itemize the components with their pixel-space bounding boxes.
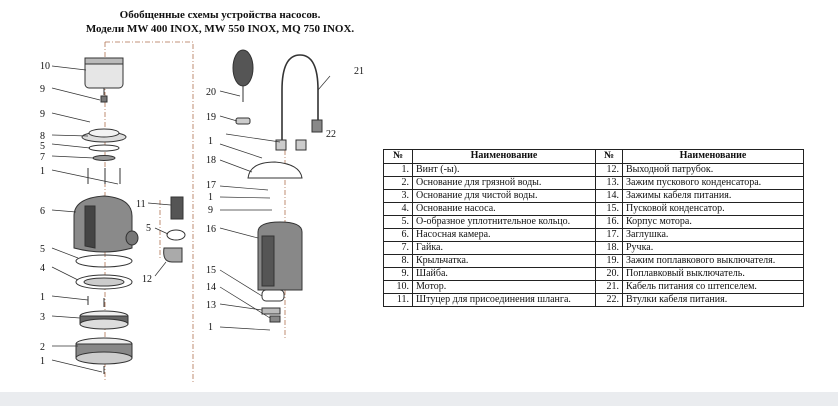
part-name: Штуцер для присоединения шланга. — [413, 294, 596, 307]
part-number: 8. — [384, 255, 413, 268]
part-number: 22. — [596, 294, 623, 307]
callout-1: 1 — [40, 166, 45, 177]
capacitor-clamp-part — [262, 308, 280, 314]
callout-5: 5 — [146, 223, 151, 234]
table-row — [384, 216, 804, 229]
callout-1: 1 — [208, 136, 213, 147]
header-name-1: Наименование — [413, 150, 596, 164]
callout-4: 4 — [40, 263, 45, 274]
part-number: 16. — [596, 216, 623, 229]
part-number: 4. — [384, 203, 413, 216]
part-name: Кабель питания со штепселем. — [623, 281, 804, 294]
part-number: 5. — [384, 216, 413, 229]
callout-10: 10 — [40, 61, 50, 72]
part-number: 3. — [384, 190, 413, 203]
part-name: Ручка. — [623, 242, 804, 255]
screws-bottom — [88, 296, 104, 307]
impeller-part — [82, 129, 126, 161]
part-number: 10. — [384, 281, 413, 294]
part-number: 19. — [596, 255, 623, 268]
callout-16: 16 — [206, 224, 216, 235]
callout-1: 1 — [208, 322, 213, 333]
part-name: Корпус мотора. — [623, 216, 804, 229]
callout-14: 14 — [206, 282, 216, 293]
callout-9: 9 — [208, 205, 213, 216]
callout-19: 19 — [206, 112, 216, 123]
callout-9: 9 — [40, 109, 45, 120]
part-number: 17. — [596, 229, 623, 242]
part-name: Пусковой конденсатор. — [623, 203, 804, 216]
callout-1: 1 — [40, 292, 45, 303]
callout-18: 18 — [206, 155, 216, 166]
pump-chamber-part — [74, 196, 138, 252]
pump-base-part — [76, 275, 132, 289]
callout-20: 20 — [206, 87, 216, 98]
callout-15: 15 — [206, 265, 216, 276]
callout-5: 5 — [40, 244, 45, 255]
part-number: 11. — [384, 294, 413, 307]
header-number-1: № — [384, 150, 413, 164]
diagram-title-line-1: Обобщенные схемы устройства насосов. — [119, 9, 321, 21]
callout-11: 11 — [136, 199, 146, 210]
part-number: 20. — [596, 268, 623, 281]
part-number: 14. — [596, 190, 623, 203]
callout-2: 2 — [40, 342, 45, 353]
part-number: 13. — [596, 177, 623, 190]
table-row — [384, 294, 804, 307]
header-name-2: Наименование — [623, 150, 804, 164]
table-row — [384, 255, 804, 268]
callout-22: 22 — [326, 129, 336, 140]
shaft-washer-part — [101, 96, 107, 102]
callout-3: 3 — [40, 312, 45, 323]
part-number: 12. — [596, 164, 623, 177]
part-name: Гайка. — [413, 242, 596, 255]
part-name: Основание для грязной воды. — [413, 177, 596, 190]
hose-connector-part — [164, 197, 185, 262]
part-name: Основание для чистой воды. — [413, 190, 596, 203]
table-row — [384, 242, 804, 255]
float-switch-clamp-part — [236, 118, 250, 124]
callout-8: 8 — [40, 131, 45, 142]
screws-top — [88, 168, 120, 184]
part-number: 15. — [596, 203, 623, 216]
part-number: 1. — [384, 164, 413, 177]
table-row — [384, 281, 804, 294]
part-name: Заглушка. — [623, 229, 804, 242]
table-row — [384, 164, 804, 177]
callout-12: 12 — [142, 274, 152, 285]
float-switch-part — [233, 50, 253, 102]
table-row — [384, 177, 804, 190]
part-name: О-образное уплотнительное кольцо. — [413, 216, 596, 229]
callout-5: 5 — [40, 141, 45, 152]
table-row — [384, 203, 804, 216]
o-ring-part — [76, 255, 132, 267]
part-name: Винт (-ы). — [413, 164, 596, 177]
part-name: Зажим поплавкового выключателя. — [623, 255, 804, 268]
part-name: Зажимы кабеля питания. — [623, 190, 804, 203]
part-number: 18. — [596, 242, 623, 255]
cable-clamps-part — [270, 316, 280, 322]
part-name: Поплавковый выключатель. — [623, 268, 804, 281]
callout-9: 9 — [40, 84, 45, 95]
parts-table-header — [384, 150, 804, 164]
part-name: Мотор. — [413, 281, 596, 294]
callout-1: 1 — [208, 192, 213, 203]
part-number: 21. — [596, 281, 623, 294]
diagram-title-line-2: Модели MW 400 INOX, MW 550 INOX, MQ 750 INOX. — [85, 23, 355, 35]
callout-21: 21 — [354, 66, 364, 77]
start-capacitor-part — [262, 290, 284, 301]
callout-6: 6 — [40, 206, 45, 217]
motor-housing-part — [258, 222, 302, 290]
table-row — [384, 268, 804, 281]
dirty-water-base-part — [76, 338, 132, 374]
part-name: Втулки кабеля питания. — [623, 294, 804, 307]
header-number-2: № — [596, 150, 623, 164]
part-name: Выходной патрубок. — [623, 164, 804, 177]
exploded-pump-diagram — [0, 0, 380, 392]
callout-17: 17 — [206, 180, 216, 191]
part-number: 9. — [384, 268, 413, 281]
part-name: Крыльчатка. — [413, 255, 596, 268]
part-number: 6. — [384, 229, 413, 242]
page-footer-bar — [0, 392, 838, 406]
part-name: Шайба. — [413, 268, 596, 281]
part-number: 7. — [384, 242, 413, 255]
table-row — [384, 229, 804, 242]
power-cable-part — [282, 55, 322, 150]
motor-part — [85, 58, 123, 95]
callout-7: 7 — [40, 152, 45, 163]
cable-grommets-part — [276, 140, 306, 150]
parts-table — [383, 149, 804, 307]
callout-13: 13 — [206, 300, 216, 311]
part-name: Насосная камера. — [413, 229, 596, 242]
callout-1: 1 — [40, 356, 45, 367]
part-name: Зажим пускового конденсатора. — [623, 177, 804, 190]
part-name: Основание насоса. — [413, 203, 596, 216]
table-row — [384, 190, 804, 203]
handle-part — [248, 162, 302, 178]
clean-water-base-part — [80, 311, 128, 329]
part-number: 2. — [384, 177, 413, 190]
